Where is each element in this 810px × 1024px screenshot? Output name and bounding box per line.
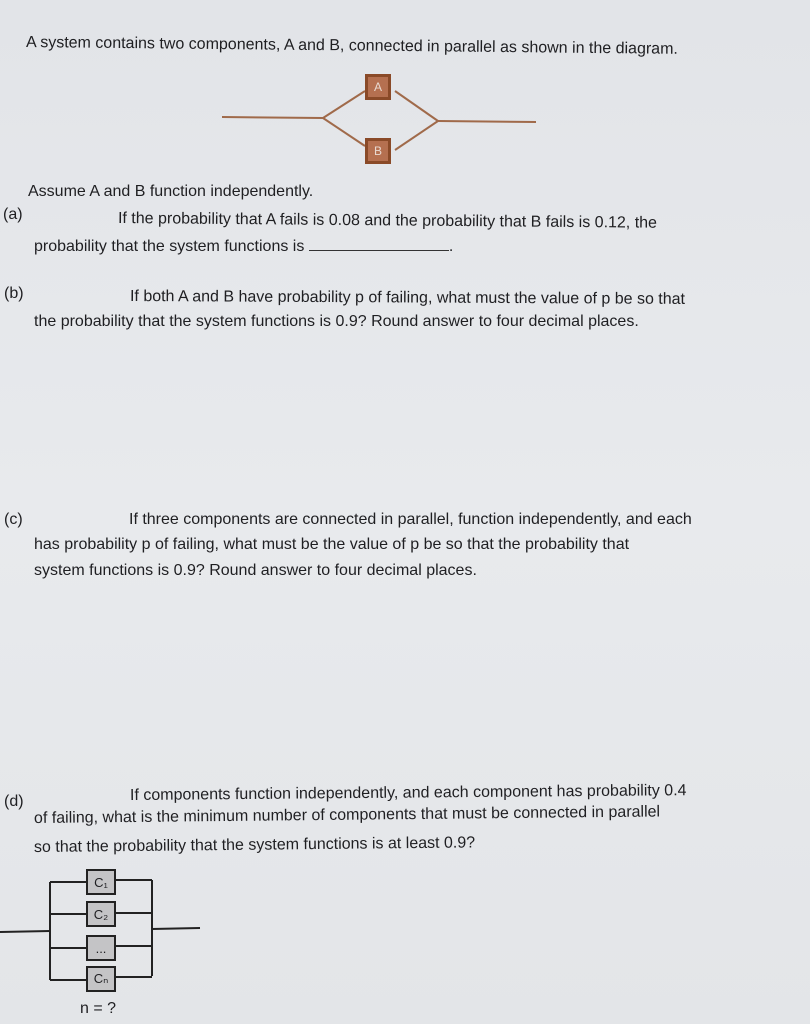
component-c1-box: C₁ (86, 869, 116, 895)
part-d-label: (d) (4, 793, 24, 810)
part-c-line2: has probability p of failing, what must be the value of p be so that the probability that (34, 536, 630, 553)
part-c-line3: system functions is 0.9? Round answer to four decimal places. (34, 562, 477, 579)
component-b-box: B (365, 138, 391, 164)
parallel-diagram-ab (0, 0, 810, 200)
part-b-label: (b) (4, 285, 24, 302)
n-caption: n = ? (80, 1000, 117, 1017)
part-c-label: (c) (4, 511, 23, 528)
part-d-line2: of failing, what is the minimum number of components that must be connected in parallel (33, 803, 661, 827)
part-c-line1: If three components are connected in parallel, function independently, and each (129, 511, 692, 528)
component-ellipsis-box: ... (86, 935, 116, 961)
answer-blank[interactable] (309, 236, 449, 251)
part-a-suffix: . (448, 238, 454, 255)
intro-text: A system contains two components, A and B, connected in parallel as shown in the diagram. (25, 34, 678, 58)
part-d-line3: so that the probability that the system functions is at least 0.9? (33, 834, 476, 856)
assume-text: Assume A and B function independently. (28, 183, 314, 200)
part-a-line2-text: probability that the system functions is (34, 238, 305, 255)
part-a-line2 (34, 236, 453, 256)
component-c2-box: C₂ (86, 901, 116, 927)
component-a-box: A (365, 74, 391, 100)
part-b-line1: If both A and B have probability p of failing, what must the value of p be so that (129, 288, 686, 308)
part-a-label: (a) (3, 206, 23, 223)
component-cn-box: Cₙ (86, 966, 116, 992)
part-b-line2: the probability that the system functions is 0.9? Round answer to four decimal places. (34, 313, 639, 330)
part-a-line1: If the probability that A fails is 0.08 and the probability that B fails is 0.12, the (117, 210, 658, 232)
part-d-line1: If components function independently, and each component has probability 0.4 (129, 782, 687, 804)
